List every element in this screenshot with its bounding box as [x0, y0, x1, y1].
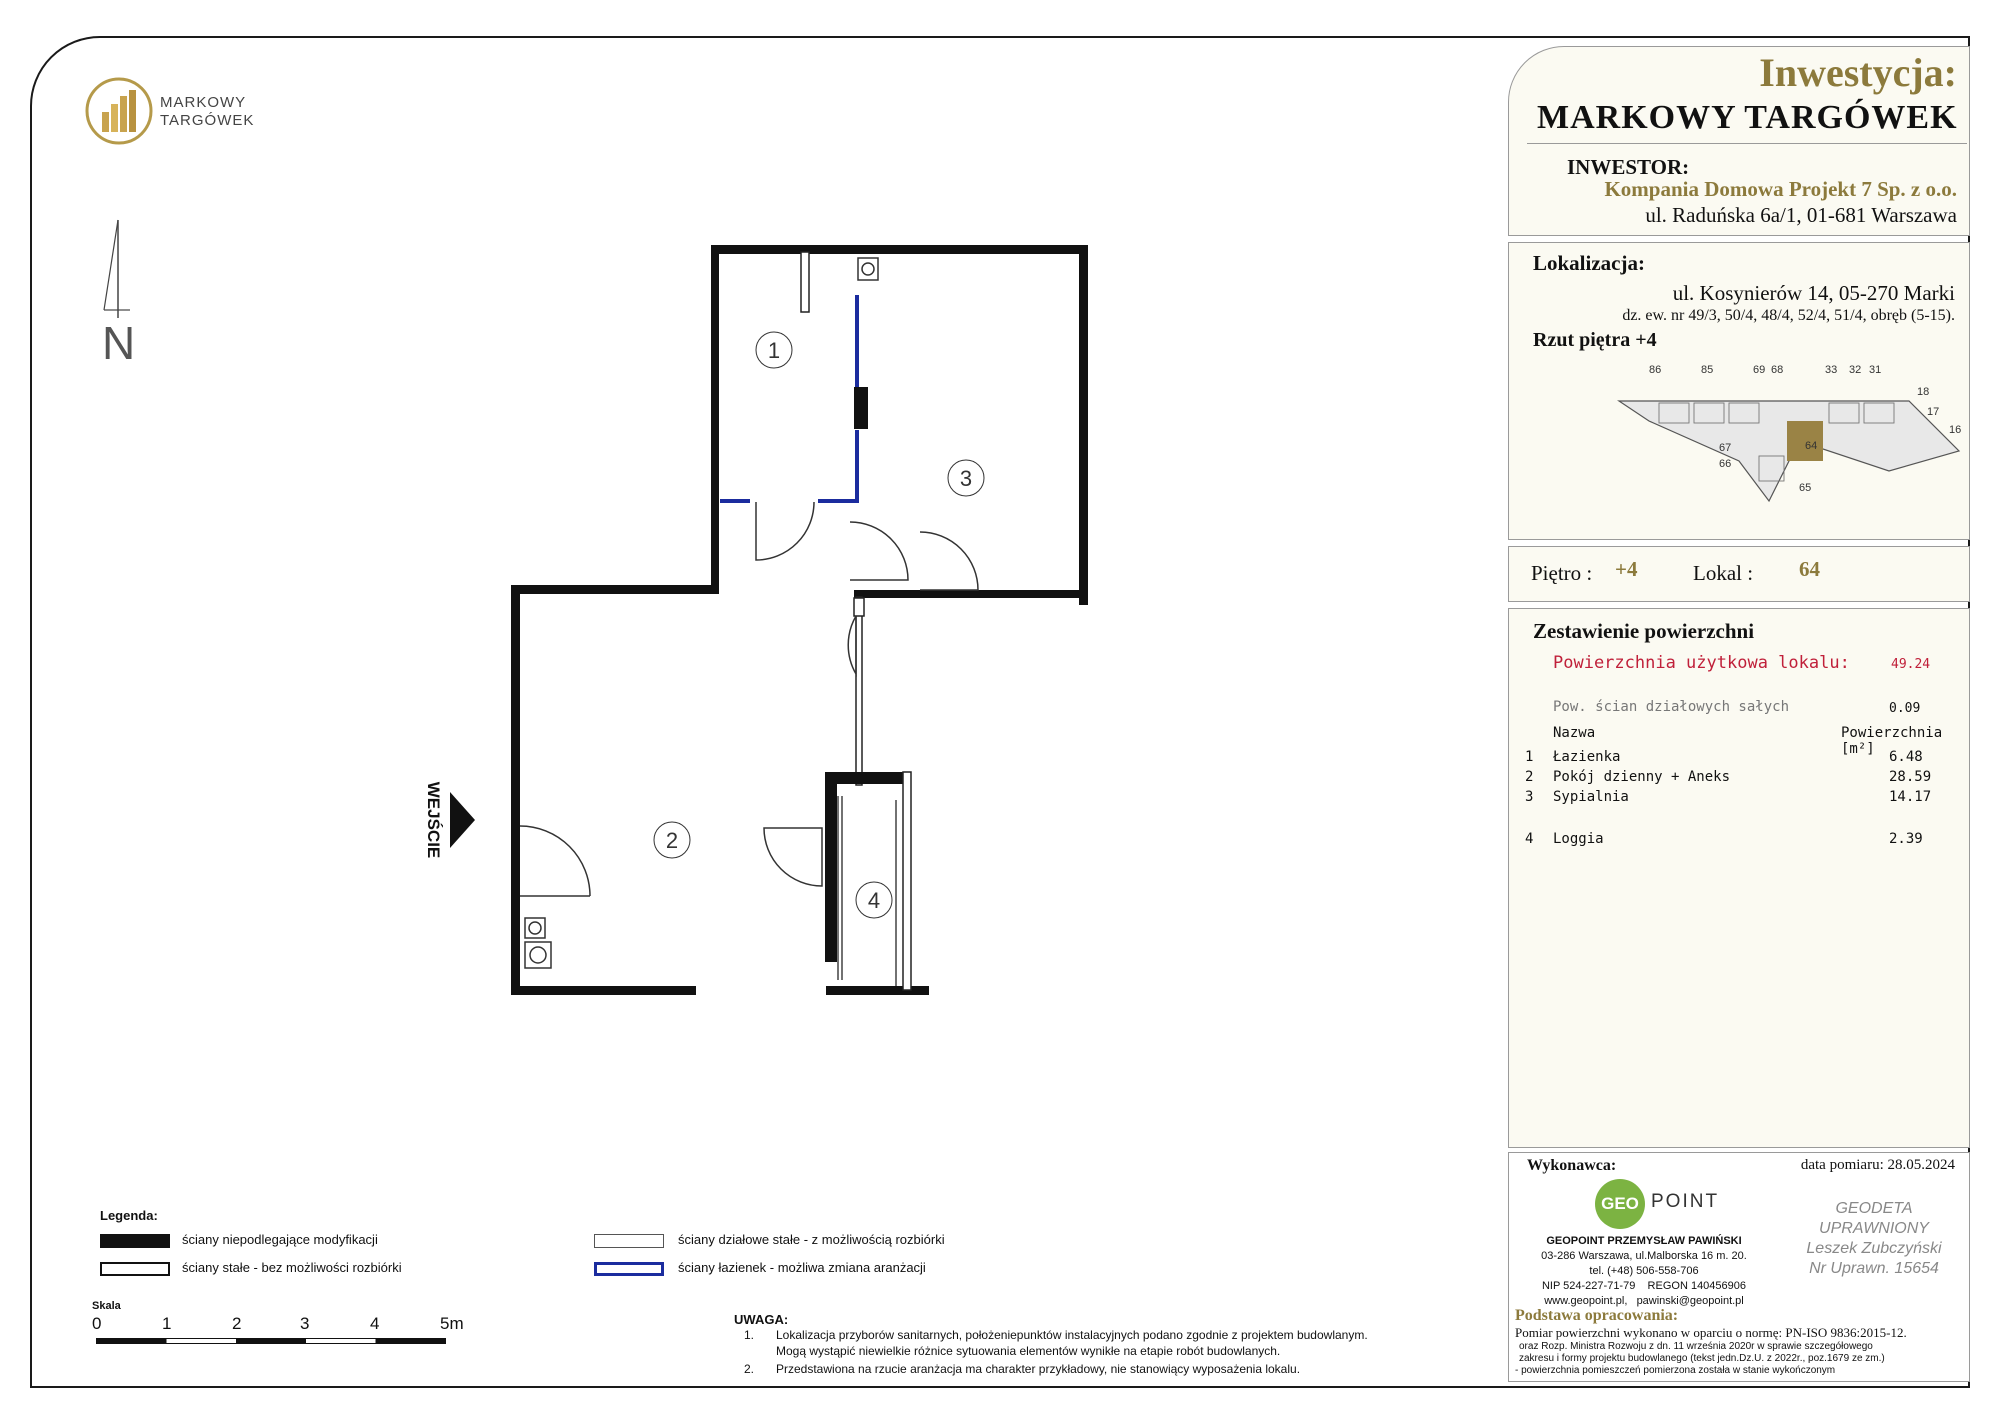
room-name: Loggia	[1553, 831, 1604, 847]
room-area: 2.39	[1889, 831, 1923, 847]
col-name-header: Nazwa	[1553, 725, 1596, 741]
unit-33: 33	[1825, 364, 1838, 376]
unit-18: 18	[1917, 386, 1930, 398]
measurement-date: data pomiaru: 28.05.2024	[1800, 1157, 1955, 1173]
geopoint-logo-point: POINT	[1651, 1191, 1720, 1212]
legend	[100, 1208, 1000, 1288]
unit-64: 64	[1805, 440, 1818, 452]
company-ids: NIP 524-227-71-79 REGON 140456906	[1541, 1280, 1747, 1292]
areas-panel	[1508, 608, 1970, 1148]
col-area-header: Powierzchnia [m²]	[1841, 725, 1943, 757]
location-panel	[1508, 242, 1970, 540]
geopoint-logo-geo: GEO	[1595, 1179, 1645, 1229]
contractor-label: Wykonawca:	[1527, 1157, 1617, 1174]
north-arrow	[98, 218, 134, 378]
areas-title: Zestawienie powierzchni	[1533, 619, 1755, 643]
legend-swatch-black	[100, 1234, 170, 1248]
scale-tick-4: 4	[370, 1314, 380, 1333]
unit-86: 86	[1649, 364, 1662, 376]
surveyor-stamp	[1779, 1199, 1969, 1279]
brand-logo	[82, 74, 262, 148]
unit-32: 32	[1849, 364, 1862, 376]
room-number-3: 3	[959, 466, 973, 491]
room-number-4: 4	[867, 888, 881, 913]
legend-swatch-outline	[100, 1262, 170, 1276]
legend-item-1: ściany niepodlegające modyfikacji	[182, 1232, 378, 1247]
notes-title: UWAGA:	[734, 1312, 789, 1327]
company-name: GEOPOINT PRZEMYSŁAW PAWIŃSKI	[1546, 1235, 1742, 1247]
note-1-no: 1.	[744, 1328, 755, 1342]
usable-area-label: Powierzchnia użytkowa lokalu:	[1553, 653, 1850, 673]
legend-item-4: ściany łazienek - możliwa zmiana aranżacji	[678, 1260, 926, 1275]
contractor-panel	[1508, 1152, 1970, 1382]
company-web: www.geopoint.pl, pawinski@geopoint.pl	[1544, 1295, 1744, 1307]
room-name: Sypialnia	[1553, 789, 1629, 805]
note-2-text: Przedstawiona na rzucie aranżacja ma charakter przykładowy, nie stanowiący wyposażenia lokalu.	[776, 1362, 1301, 1376]
unit-68: 68	[1771, 364, 1784, 376]
basis-line2: oraz Rozp. Ministra Rozwoju z dn. 11 września 2020r w sprawie szczegółowego	[1519, 1341, 1873, 1352]
stamp-line1: GEODETA UPRAWNIONY	[1819, 1200, 1929, 1237]
unit-label: Lokal :	[1693, 561, 1754, 585]
room-name: Pokój dzienny + Aneks	[1553, 769, 1731, 785]
room-no: 2	[1525, 769, 1534, 785]
investment-name: MARKOWY TARGÓWEK	[1537, 99, 1958, 136]
room-area: 6.48	[1889, 749, 1923, 765]
location-label: Lokalizacja:	[1533, 251, 1645, 275]
scale-tick-3: 3	[300, 1314, 310, 1333]
room-name: Łazienka	[1553, 749, 1621, 765]
company-phone: tel. (+48) 506-558-706	[1589, 1265, 1699, 1277]
exterior-walls	[511, 245, 1088, 995]
room-number-2: 2	[665, 828, 679, 853]
unit-17: 17	[1927, 406, 1940, 418]
investor-name: Kompania Domowa Projekt 7 Sp. z o.o.	[1604, 177, 1957, 201]
scale-tick-2: 2	[232, 1314, 242, 1333]
brand-logo-icon	[82, 74, 156, 148]
partition-area-label: Pow. ścian działowych sałych	[1553, 699, 1790, 715]
brand-name-line1: MARKOWY	[160, 94, 247, 111]
brand-name-line2: TARGÓWEK	[160, 112, 255, 129]
legend-item-3: ściany działowe stałe - z możliwością rozbiórki	[678, 1232, 945, 1247]
note-1-text: Lokalizacja przyborów sanitarnych, położeniepunktów instalacyjnych podano zgodnie z projektem budowlanym.	[776, 1328, 1368, 1342]
legend-item-2: ściany stałe - bez możliwości rozbiórki	[182, 1260, 402, 1275]
room-no: 1	[1525, 749, 1534, 765]
floor-plan	[420, 240, 1120, 1010]
header-panel	[1508, 46, 1970, 236]
legend-swatch-blue	[594, 1262, 664, 1276]
entrance-label: WEJŚCIE	[424, 781, 443, 859]
north-label: N	[102, 317, 136, 369]
note-1-text2: Mogą wystąpić niewielkie różnice sytuowania elementów wynikłe na etapie robót budowlanych.	[776, 1344, 1281, 1358]
room-labels	[654, 332, 984, 918]
unit-85: 85	[1701, 364, 1714, 376]
bathroom-walls	[720, 295, 857, 501]
legend-title: Legenda:	[100, 1208, 158, 1223]
note-2-no: 2.	[744, 1362, 755, 1376]
location-address: ul. Kosynierów 14, 05-270 Marki	[1672, 281, 1955, 305]
room-area: 14.17	[1889, 789, 1932, 805]
unit-67: 67	[1719, 442, 1732, 454]
investor-label: INWESTOR:	[1567, 155, 1690, 179]
floor-label: Piętro :	[1531, 561, 1593, 585]
unit-66: 66	[1719, 458, 1732, 470]
basis-line3: zakresu i formy projektu budowlanego (tekst jedn.Dz.U. z 2022r., poz.1679 ze zm.)	[1519, 1353, 1885, 1364]
room-area: 28.59	[1889, 769, 1932, 785]
floor-plan-label: Rzut piętra +4	[1533, 329, 1657, 351]
floor-value: +4	[1615, 557, 1638, 581]
shaft	[854, 387, 868, 429]
stamp-line2: Leszek Zubczyński	[1806, 1240, 1942, 1257]
header-divider	[1527, 143, 1967, 144]
room-number-1: 1	[767, 338, 781, 363]
location-parcels: dz. ew. nr 49/3, 50/4, 48/4, 52/4, 51/4, obręb (5-15).	[1622, 307, 1955, 324]
scale-tick-1: 1	[162, 1314, 172, 1333]
legend-swatch-thin	[594, 1234, 664, 1248]
unit-69: 69	[1753, 364, 1766, 376]
basis-line1: Pomiar powierzchni wykonano w oparciu o normę: PN-ISO 9836:2015-12.	[1515, 1325, 1907, 1340]
scale-bar-line	[96, 1338, 446, 1344]
investment-label: Inwestycja:	[1759, 50, 1957, 95]
usable-area-value: 49.24	[1891, 657, 1931, 672]
entrance-arrow-icon	[450, 792, 475, 848]
room-no: 4	[1525, 831, 1534, 847]
room-no: 3	[1525, 789, 1534, 805]
stamp-line3: Nr Uprawn. 15654	[1809, 1260, 1939, 1277]
scale-title: Skala	[92, 1300, 121, 1312]
company-address: 03-286 Warszawa, ul.Malborska 16 m. 20.	[1541, 1250, 1747, 1262]
scale-tick-5: 5m	[440, 1314, 464, 1333]
unit-31: 31	[1869, 364, 1882, 376]
building-key-plan	[1599, 361, 1969, 531]
scale-tick-0: 0	[92, 1314, 102, 1333]
investor-address: ul. Raduńska 6a/1, 01-681 Warszawa	[1645, 203, 1957, 227]
notes	[734, 1312, 1504, 1382]
basis-label: Podstawa opracowania:	[1515, 1307, 1679, 1324]
unit-16: 16	[1949, 424, 1962, 436]
partition-area-value: 0.09	[1889, 701, 1921, 716]
scale-bar	[88, 1300, 488, 1350]
unit-value: 64	[1799, 557, 1820, 581]
basis-line4: - powierzchnia pomieszczeń pomierzona została w stanie wykończonym	[1515, 1365, 1836, 1376]
unit-65: 65	[1799, 482, 1812, 494]
unit-panel	[1508, 546, 1970, 602]
geopoint-logo	[1593, 1177, 1723, 1231]
